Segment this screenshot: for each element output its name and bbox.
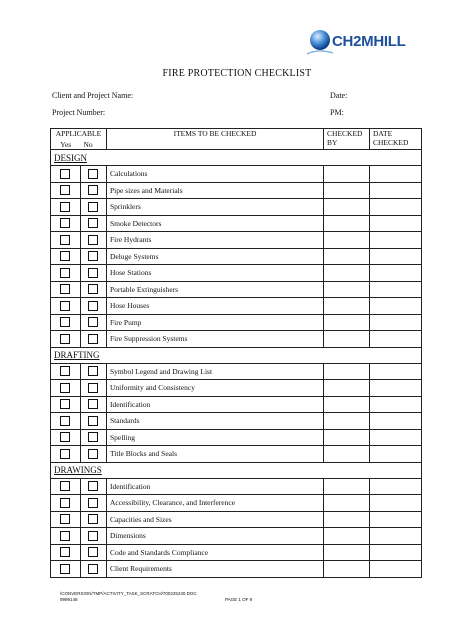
checklist-row [51, 528, 422, 545]
item-label: Calculations [106, 166, 323, 183]
yes-checkbox[interactable] [60, 514, 70, 524]
date-checked-cell[interactable] [370, 199, 422, 216]
no-checkbox[interactable] [88, 251, 98, 261]
no-checkbox[interactable] [88, 169, 98, 179]
section-header: DRAFTING [51, 347, 422, 363]
checked-by-cell[interactable] [324, 446, 370, 463]
item-label: Pipe sizes and Materials [106, 182, 323, 199]
date-label: Date: [330, 91, 348, 100]
yes-checkbox[interactable] [60, 531, 70, 541]
date-checked-cell[interactable] [370, 363, 422, 380]
no-checkbox[interactable] [88, 235, 98, 245]
checked-by-cell[interactable] [324, 561, 370, 578]
date-checked-cell[interactable] [370, 281, 422, 298]
item-label: Hose Houses [106, 298, 323, 315]
no-checkbox[interactable] [88, 383, 98, 393]
checklist-row [51, 478, 422, 495]
footer-path: /CONVERSION/TMP/ACTIVITY_TASK_SCRATCH/700225230.DOC [60, 591, 197, 596]
no-checkbox[interactable] [88, 547, 98, 557]
date-checked-cell[interactable] [370, 166, 422, 183]
yes-checkbox[interactable] [60, 399, 70, 409]
date-checked-cell[interactable] [370, 495, 422, 512]
yes-checkbox[interactable] [60, 432, 70, 442]
items-header: ITEMS TO BE CHECKED [106, 129, 323, 150]
no-checkbox[interactable] [88, 481, 98, 491]
date-checked-cell[interactable] [370, 478, 422, 495]
date-checked-cell[interactable] [370, 182, 422, 199]
checked-by-cell[interactable] [324, 199, 370, 216]
checklist-row [51, 215, 422, 232]
checked-by-cell[interactable] [324, 396, 370, 413]
no-checkbox[interactable] [88, 498, 98, 508]
checklist-row [51, 232, 422, 249]
yes-checkbox[interactable] [60, 366, 70, 376]
checklist-row [51, 248, 422, 265]
item-label: Standards [106, 413, 323, 430]
checklist-body [51, 150, 422, 578]
date-checked-cell[interactable] [370, 314, 422, 331]
checklist-row [51, 511, 422, 528]
checklist-row [51, 396, 422, 413]
checked-by-cell[interactable] [324, 331, 370, 348]
yes-checkbox[interactable] [60, 449, 70, 459]
checklist-row [51, 265, 422, 282]
yes-checkbox[interactable] [60, 251, 70, 261]
applicable-header: APPLICABLE [51, 129, 107, 140]
date-checked-cell[interactable] [370, 511, 422, 528]
checklist-row [51, 281, 422, 298]
checklist-table [50, 128, 422, 578]
footer-code: 9999148 [60, 597, 78, 602]
no-checkbox[interactable] [88, 564, 98, 574]
checklist-row [51, 561, 422, 578]
no-checkbox[interactable] [88, 185, 98, 195]
date-checked-cell[interactable] [370, 248, 422, 265]
yes-checkbox[interactable] [60, 218, 70, 228]
item-label: Fire Hydrants [106, 232, 323, 249]
checklist-row [51, 199, 422, 216]
item-label: Spelling [106, 429, 323, 446]
yes-checkbox[interactable] [60, 317, 70, 327]
checked-by-cell[interactable] [324, 380, 370, 397]
yes-checkbox[interactable] [60, 301, 70, 311]
checked-by-cell[interactable] [324, 182, 370, 199]
item-label: Uniformity and Consistency [106, 380, 323, 397]
yes-checkbox[interactable] [60, 235, 70, 245]
no-checkbox[interactable] [88, 317, 98, 327]
yes-header: Yes [51, 140, 81, 150]
document-title: FIRE PROTECTION CHECKLIST [162, 68, 312, 79]
checklist-row [51, 380, 422, 397]
no-checkbox[interactable] [88, 268, 98, 278]
checklist-row [51, 363, 422, 380]
checked-by-cell[interactable] [324, 363, 370, 380]
checked-by-cell[interactable] [324, 215, 370, 232]
item-label: Title Blocks and Seals [106, 446, 323, 463]
item-label: Code and Standards Compliance [106, 544, 323, 561]
date-checked-cell[interactable] [370, 215, 422, 232]
section-header: DRAWINGS [51, 462, 422, 478]
checked-by-cell[interactable] [324, 544, 370, 561]
no-checkbox[interactable] [88, 416, 98, 426]
date-checked-cell[interactable] [370, 528, 422, 545]
checked-by-cell[interactable] [324, 429, 370, 446]
yes-checkbox[interactable] [60, 416, 70, 426]
date-checked-cell[interactable] [370, 413, 422, 430]
no-checkbox[interactable] [88, 531, 98, 541]
no-checkbox[interactable] [88, 284, 98, 294]
no-checkbox[interactable] [88, 514, 98, 524]
yes-checkbox[interactable] [60, 498, 70, 508]
checked-by-cell[interactable] [324, 413, 370, 430]
yes-checkbox[interactable] [60, 185, 70, 195]
checked-by-cell[interactable] [324, 511, 370, 528]
item-label: Accessibility, Clearance, and Interference [106, 495, 323, 512]
checked-by-cell[interactable] [324, 478, 370, 495]
checklist-row [51, 331, 422, 348]
item-label: Client Requirements [106, 561, 323, 578]
checked-by-cell[interactable] [324, 314, 370, 331]
no-checkbox[interactable] [88, 334, 98, 344]
logo-wordmark: CH2MHILL [332, 33, 406, 50]
date-checked-cell[interactable] [370, 380, 422, 397]
checked-by-cell[interactable] [324, 232, 370, 249]
item-label: Identification [106, 478, 323, 495]
checklist-row [51, 413, 422, 430]
checklist-row [51, 298, 422, 315]
item-label: Hose Stations [106, 265, 323, 282]
date-checked-cell[interactable] [370, 544, 422, 561]
checklist-row [51, 314, 422, 331]
date-checked-cell[interactable] [370, 561, 422, 578]
checked-by-cell[interactable] [324, 495, 370, 512]
yes-checkbox[interactable] [60, 169, 70, 179]
checked-by-header: CHECKED BY [324, 129, 370, 150]
yes-checkbox[interactable] [60, 481, 70, 491]
date-checked-cell[interactable] [370, 331, 422, 348]
no-checkbox[interactable] [88, 301, 98, 311]
no-checkbox[interactable] [88, 218, 98, 228]
yes-checkbox[interactable] [60, 547, 70, 557]
date-checked-header: DATE CHECKED [370, 129, 422, 150]
checked-by-cell[interactable] [324, 166, 370, 183]
yes-checkbox[interactable] [60, 564, 70, 574]
checked-by-cell[interactable] [324, 528, 370, 545]
pm-label: PM: [330, 108, 344, 117]
item-label: Portable Extinguishers [106, 281, 323, 298]
footer-page: PAGE 1 OF 9 [225, 597, 253, 602]
item-label: Identification [106, 396, 323, 413]
item-label: Sprinklers [106, 199, 323, 216]
item-label: Symbol Legend and Drawing List [106, 363, 323, 380]
yes-checkbox[interactable] [60, 334, 70, 344]
no-checkbox[interactable] [88, 202, 98, 212]
checklist-row [51, 166, 422, 183]
checklist-row [51, 446, 422, 463]
item-label: Capacities and Sizes [106, 511, 323, 528]
date-checked-cell[interactable] [370, 232, 422, 249]
no-checkbox[interactable] [88, 432, 98, 442]
item-label: Fire Pump [106, 314, 323, 331]
no-checkbox[interactable] [88, 399, 98, 409]
date-checked-cell[interactable] [370, 446, 422, 463]
checked-by-cell[interactable] [324, 281, 370, 298]
checklist-row [51, 495, 422, 512]
item-label: Dimensions [106, 528, 323, 545]
section-header: DESIGN [51, 150, 422, 166]
item-label: Fire Suppression Systems [106, 331, 323, 348]
date-checked-cell[interactable] [370, 429, 422, 446]
yes-checkbox[interactable] [60, 383, 70, 393]
checklist-row [51, 544, 422, 561]
date-checked-cell[interactable] [370, 298, 422, 315]
no-checkbox[interactable] [88, 449, 98, 459]
date-checked-cell[interactable] [370, 396, 422, 413]
client-project-label: Client and Project Name: [52, 91, 134, 100]
item-label: Smoke Detectors [106, 215, 323, 232]
checklist-row [51, 429, 422, 446]
item-label: Deluge Systems [106, 248, 323, 265]
checked-by-cell[interactable] [324, 248, 370, 265]
yes-checkbox[interactable] [60, 268, 70, 278]
yes-checkbox[interactable] [60, 202, 70, 212]
date-checked-cell[interactable] [370, 265, 422, 282]
no-header: No [80, 140, 106, 150]
checklist-row [51, 182, 422, 199]
checked-by-cell[interactable] [324, 265, 370, 282]
checked-by-cell[interactable] [324, 298, 370, 315]
no-checkbox[interactable] [88, 366, 98, 376]
yes-checkbox[interactable] [60, 284, 70, 294]
project-number-label: Project Number: [52, 108, 106, 117]
